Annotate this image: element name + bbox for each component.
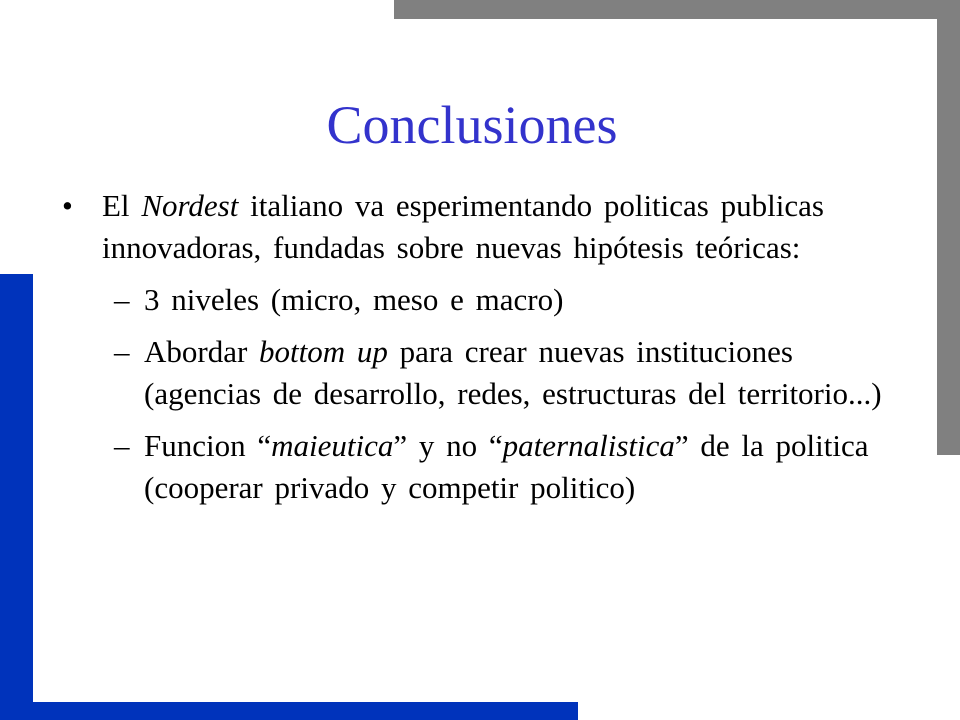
sub-item-text-part: Abordar (144, 334, 260, 369)
decorative-blue-bar-left (0, 274, 33, 720)
bullet-text-part: italiano va esperimentando politicas publicas innovadoras, fundadas sobre nuevas hipótesis teóricas: (102, 188, 824, 265)
slide-title: Conclusiones (326, 95, 618, 155)
sub-item-text: 3 niveles (micro, meso e macro) (144, 282, 564, 317)
decorative-blue-bar-bottom (0, 702, 578, 720)
sub-item (114, 331, 892, 415)
bullet-item (62, 185, 892, 269)
sub-item (114, 279, 892, 321)
sub-item-text-italic: maieutica (271, 428, 394, 463)
bullet-text (102, 185, 892, 269)
sub-item-text-part: ” de la politica (cooperar privado y competir politico) (144, 428, 869, 505)
slide-content (62, 185, 892, 519)
bullet-text-italic: Nordest (141, 188, 239, 223)
sub-item-text-italic: bottom up (259, 334, 388, 369)
decorative-gray-bar-top (394, 0, 960, 19)
sub-item-text-part: para crear nuevas instituciones (agencias de desarrollo, redes, estructuras del territorio...) (144, 334, 882, 411)
sub-item-text-italic: paternalistica (502, 428, 675, 463)
sub-item-text (144, 425, 892, 509)
sub-item (114, 425, 892, 509)
bullet-text-part: El (102, 188, 142, 223)
dash-icon: – (114, 282, 130, 317)
dash-icon: – (114, 334, 130, 369)
decorative-gray-bar-right (937, 0, 960, 455)
sub-item-text (144, 331, 892, 415)
sub-item-text-part: ” y no “ (393, 428, 503, 463)
sub-list (62, 279, 892, 509)
sub-item-text-part: Funcion “ (144, 428, 272, 463)
dash-icon: – (114, 428, 130, 463)
bullet-icon: • (62, 188, 73, 223)
